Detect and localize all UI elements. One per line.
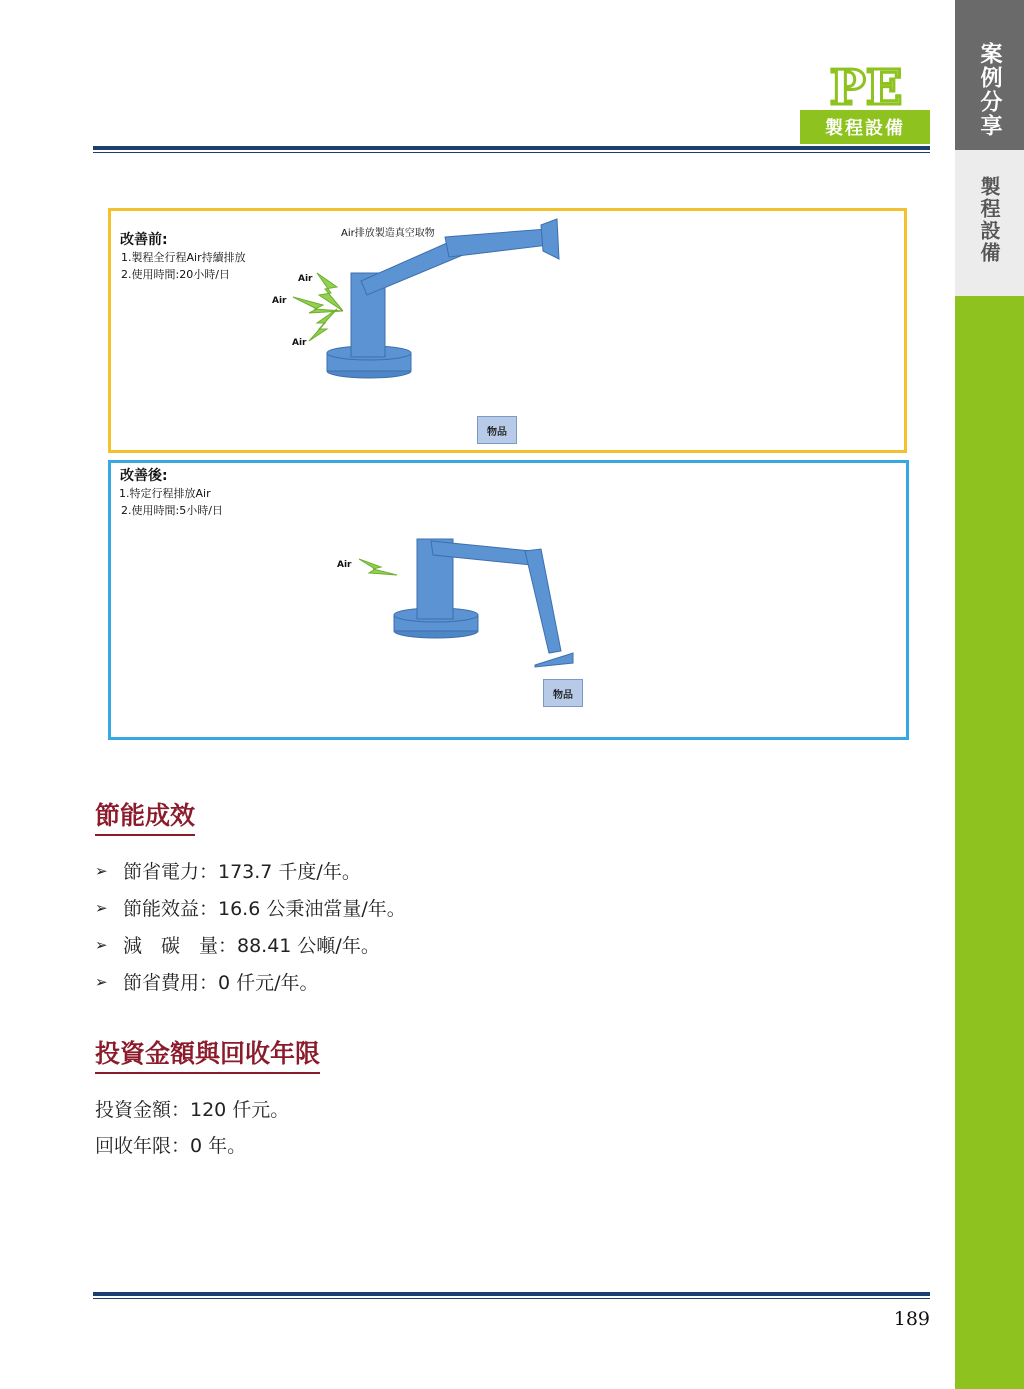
- pe-logo: [808, 64, 924, 108]
- list-item: [95, 852, 406, 889]
- before-air-label-3: Air: [292, 338, 307, 348]
- page-number: 189: [893, 1308, 930, 1330]
- arrow-bullet-icon: ➢: [95, 861, 108, 880]
- list-item: [95, 963, 406, 1000]
- header-rule-thick: [93, 146, 930, 150]
- before-air-label-2: Air: [272, 296, 287, 306]
- investment-amount: 投資金額：120 仟元。: [95, 1099, 290, 1121]
- sidebar-tab-case-sharing[interactable]: 案例分享: [955, 0, 1024, 150]
- savings-item-power: 節省電力：173.7 千度/年。: [123, 861, 361, 883]
- pe-logo-text: PE: [829, 64, 903, 108]
- after-air-label: Air: [337, 560, 352, 570]
- header-rule-thin: [93, 152, 930, 153]
- after-title: 改善後:: [120, 468, 168, 484]
- after-improvement-diagram: [108, 460, 909, 740]
- header-category-label: 製程設備: [800, 110, 930, 144]
- arrow-bullet-icon: ➢: [95, 972, 108, 991]
- arrow-bullet-icon: ➢: [95, 935, 108, 954]
- before-item-box: 物品: [477, 416, 517, 444]
- list-item: [95, 889, 406, 926]
- before-line-1: 1.製程全行程Air持續排放: [121, 251, 246, 264]
- before-robot-arm: [111, 211, 904, 450]
- savings-item-carbon: 減 碳 量：88.41 公噸/年。: [123, 935, 380, 957]
- before-caption: Air排放製造真空取物: [341, 228, 435, 239]
- after-item-box: 物品: [543, 679, 583, 707]
- sidebar-tab-process-equipment[interactable]: 製程設備: [955, 150, 1024, 296]
- arrow-bullet-icon: ➢: [95, 898, 108, 917]
- before-line-2: 2.使用時間:20小時/日: [121, 268, 230, 281]
- footer-rule-thick: [93, 1292, 930, 1296]
- before-air-label-1: Air: [298, 274, 313, 284]
- before-title: 改善前:: [120, 232, 168, 248]
- savings-item-energy: 節能效益：16.6 公秉油當量/年。: [123, 898, 406, 920]
- section-title-savings: 節能成效: [95, 796, 195, 836]
- after-line-1: 1.特定行程排放Air: [119, 487, 211, 500]
- after-line-2: 2.使用時間:5小時/日: [121, 504, 223, 517]
- footer-rule-thin: [93, 1298, 930, 1299]
- before-improvement-diagram: [108, 208, 907, 453]
- after-robot-arm: [111, 463, 906, 737]
- savings-list: [95, 852, 406, 1000]
- savings-item-cost: 節省費用：0 仟元/年。: [123, 972, 319, 994]
- list-item: [95, 926, 406, 963]
- section-title-investment: 投資金額與回收年限: [95, 1034, 320, 1074]
- payback-period: 回收年限：0 年。: [95, 1135, 247, 1157]
